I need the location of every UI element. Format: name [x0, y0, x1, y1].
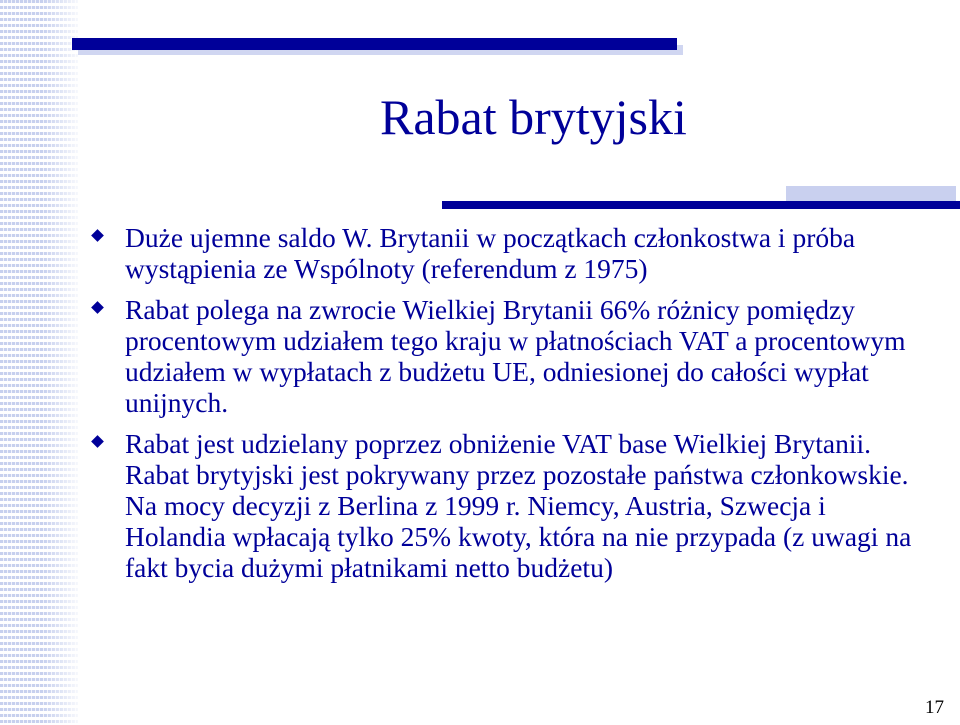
- diamond-bullet-icon: [91, 435, 104, 448]
- title-underline-bar: [442, 201, 960, 209]
- diamond-bullet-icon: [91, 301, 104, 314]
- diamond-bullet-icon: [91, 229, 104, 242]
- bullet-text: Rabat jest udzielany poprzez obniżenie VAT base Wielkiej Brytanii. Rabat brytyjski jest pokrywany przez pozostałe państwa członkowskie. Na mocy decyzji z Berlina z 1999 r. Niemcy, Austria, Szwecja i Holandia wpłacają tylko 25% kwoty, która na nie przypada (z uwagi na fakt bycia dużymi płatnikami netto budżetu): [125, 428, 912, 583]
- bullet-item: [88, 222, 928, 284]
- left-decorative-pattern: [0, 0, 78, 725]
- top-decorative-bar: [72, 38, 677, 50]
- bullet-item: [88, 294, 928, 418]
- slide-title: Rabat brytyjski: [380, 89, 687, 145]
- slide-number: 17: [925, 697, 944, 718]
- bullet-item: [88, 428, 928, 583]
- bullet-list: [88, 222, 928, 583]
- bullet-text: Duże ujemne saldo W. Brytanii w początkach członkostwa i próba wystąpienia ze Wspólnoty (referendum z 1975): [125, 222, 856, 284]
- bullet-text: Rabat polega na zwrocie Wielkiej Brytanii 66% różnicy pomiędzy procentowym udziałem tego kraju w płatnościach VAT a procentowym udziałem w wypłatach z budżetu UE, odniesionej do całości wypłat unijnych.: [125, 294, 906, 418]
